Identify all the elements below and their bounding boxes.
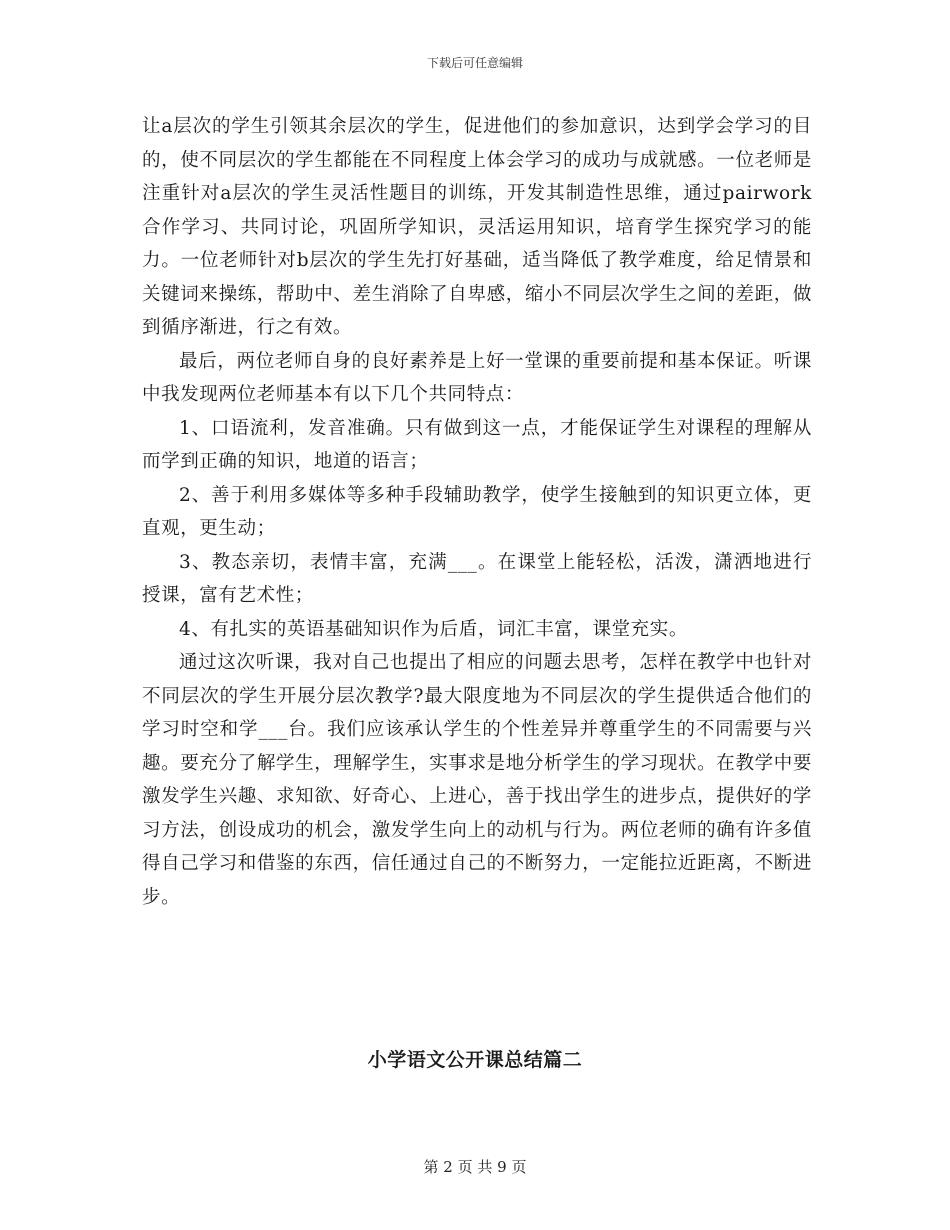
paragraph-continuation: 让a层次的学生引领其余层次的学生，促进他们的参加意识，达到学会学习的目的，使不同层次的学生都能在不同程度上体会学习的成功与成就感。一位老师是注重针对a层次的学生灵活性题目的训练，开发其制造性思维，通过pairwork合作学习、共同讨论，巩固所学知识，灵活运用知识，培育学生探究学习的能力。一位老师针对b层次的学生先打好基础，适当降低了教学难度，给足情景和关键词来操练，帮助中、差生消除了自卑感，缩小不同层次学生之间的差距，做到循序渐进，行之有效。	[142, 116, 812, 338]
paragraph-conclusion: 最后，两位老师自身的良好素养是上好一堂课的重要前提和基本保证。听课中我发现两位老师基本有以下几个共同特点：	[142, 350, 812, 405]
list-item-2: 2、善于利用多媒体等多种手段辅助教学，使学生接触到的知识更立体，更直观，更生动；	[142, 484, 812, 539]
page-footer: 第 2 页 共 9 页	[423, 1158, 527, 1176]
list-item-1: 1、口语流利，发音准确。只有做到这一点，才能保证学生对课程的理解从而学到正确的知识，地道的语言；	[142, 417, 812, 472]
list-item-3: 3、教态亲切，表情丰富，充满___。在课堂上能轻松，活泼，潇洒地进行授课，富有艺术性；	[142, 551, 812, 606]
paragraph-reflection: 通过这次听课，我对自己也提出了相应的问题去思考，怎样在教学中也针对不同层次的学生开展分层次教学?最大限度地为不同层次的学生提供适合他们的学习时空和学___台。我们应该承认学生的个性差异并尊重学生的不同需要与兴趣。要充分了解学生，理解学生，实事求是地分析学生的学习现状。在教学中要激发学生兴趣、求知欲、好奇心、上进心，善于找出学生的进步点，提供好的学习方法，创设成功的机会，激发学生向上的动机与行为。两位老师的确有许多值得自己学习和借鉴的东西，信任通过自己的不断努力，一定能拉近距离，不断进步。	[142, 652, 812, 908]
list-item-4: 4、有扎实的英语基础知识作为后盾，词汇丰富，课堂充实。	[179, 618, 688, 640]
page-header: 下载后可任意编辑	[426, 56, 523, 70]
document-body	[142, 110, 812, 914]
section-title: 小学语文公开课总结篇二	[367, 1049, 583, 1071]
